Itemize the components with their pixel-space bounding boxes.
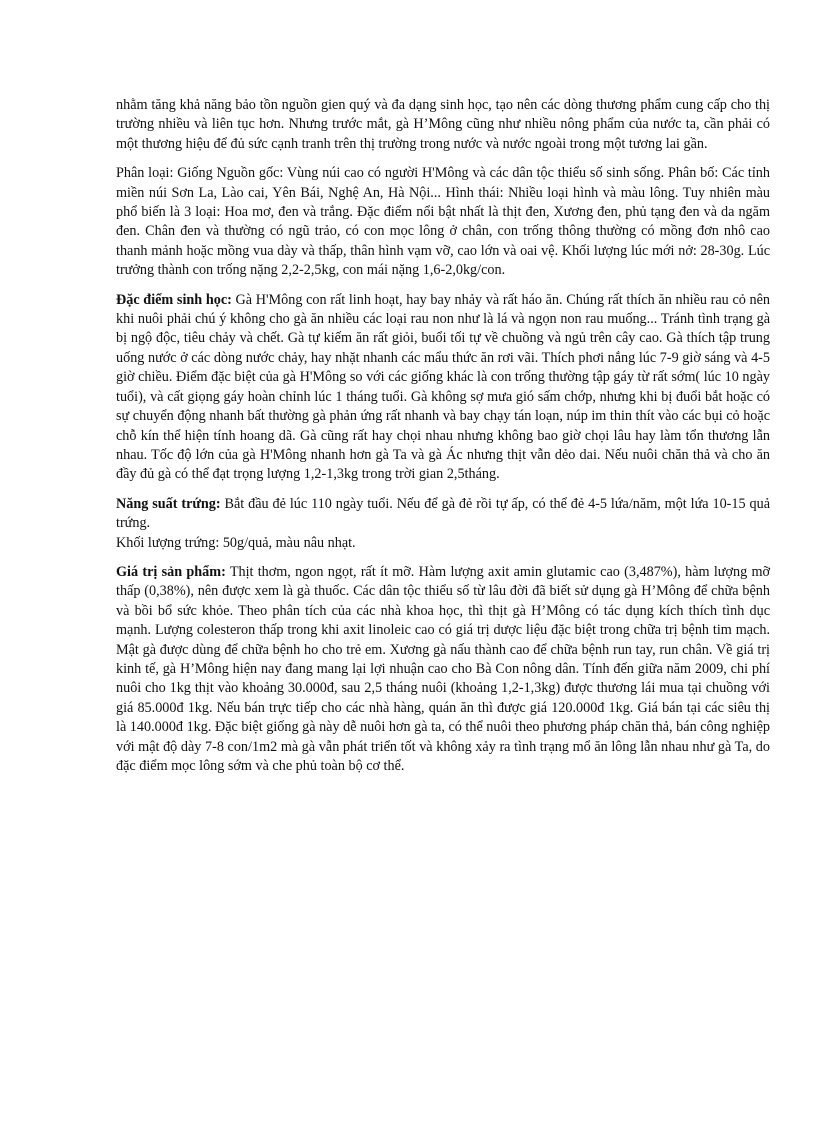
section-label-product-value: Giá trị sản phẩm: bbox=[116, 563, 226, 580]
paragraph-biology bbox=[116, 291, 770, 485]
paragraph-text: nhằm tăng khả năng bảo tồn nguồn gien quý và đa dạng sinh học, tạo nên các dòng thương phẩm cung cấp cho thị trường nhiều và liên tục hơn. Nhưng trước mắt, gà H’Mông cũng như nhiều nông phẩm của nước ta, cần phải có một thương hiệu để đủ sức cạnh tranh trên thị trường trong nước và nước ngoài trong một tương lai gần. bbox=[116, 97, 770, 152]
paragraph-egg-yield bbox=[116, 495, 770, 553]
section-label-biology: Đặc điểm sinh học: bbox=[116, 291, 232, 308]
paragraph-classification bbox=[116, 164, 770, 280]
paragraph-text: Gà H'Mông con rất linh hoạt, hay bay nhảy và rất háo ăn. Chúng rất thích ăn nhiều rau cỏ nên khi nuôi phải chú ý không cho gà ăn nhiều các loại rau non như là lá và ngọn non rau muống... Tránh tình trạng gà bị ngộ độc, tiêu chảy và chết. Gà tự kiếm ăn rất giỏi, buổi tối tự về chuồng và ngủ trên cây cao. Gà thích tập trung uống nước ở các dòng nước chảy, hay nhặt nhanh các mẩu thức ăn rơi vãi. Thích phơi nắng lúc 7-9 giờ sáng và 4-5 giờ chiều. Điểm đặc biệt của gà H'Mông so với các giống khác là con trống thường tập gáy từ rất sớm( lúc 10 ngày tuổi), và cất giọng gáy hoàn chỉnh lúc 1 tháng tuổi. Gà không sợ mưa gió sấm chớp, nhưng khi bị đuổi bắt hoặc có sự chuyển động nhanh bất thường gà phản ứng rất nhanh và bay chạy tán loạn, núp im thin thít vào các bụi cỏ hoặc chỗ kín thể hiện tính hoang dã. Gà cũng rất hay chọi nhau nhưng không bao giờ chọi lâu hay làm tổn thương lẫn nhau. Tốc độ lớn của gà H'Mông nhanh hơn gà Ta và gà Ác nhưng thịt vẫn dẻo dai. Nếu nuôi chăn thả và cho ăn đầy đủ gà có thể đạt trọng lượng 1,2-1,3kg trong trời gian 2,5tháng. bbox=[116, 291, 770, 483]
paragraph-conservation bbox=[116, 96, 770, 154]
paragraph-text: Phân loại: Giống Nguồn gốc: Vùng núi cao có người H'Mông và các dân tộc thiểu số sinh sống. Phân bố: Các tỉnh miền núi Sơn La, Lào cai, Yên Bái, Nghệ An, Hà Nội... Hình thái: Nhiều loại hình và màu lông. Tuy nhiên màu phổ biến là 3 loại: Hoa mơ, đen và trắng. Đặc điểm nổi bật nhất là thịt đen, Xương đen, phủ tạng đen và da ngăm đen. Chân đen và thường có ngũ trảo, có con mọc lông ở chân, con trống thông thường có mồng đơn nhô cao thanh mảnh hoặc mồng vua dày và thấp, thân hình vạm vỡ, cao lớn và oai vệ. Khối lượng lúc mới nở: 28-30g. Lúc trưởng thành con trống nặng 2,2-2,5kg, con mái nặng 1,6-2,0kg/con. bbox=[116, 165, 770, 279]
paragraph-text-egg-weight: Khối lượng trứng: 50g/quả, màu nâu nhạt. bbox=[116, 534, 356, 551]
document-page bbox=[116, 96, 770, 786]
paragraph-text: Bắt đầu đẻ lúc 110 ngày tuổi. Nếu để gà đẻ rồi tự ấp, có thể đẻ 4-5 lứa/năm, một lứa 10-15 quả trứng. bbox=[116, 495, 770, 532]
paragraph-product-value bbox=[116, 563, 770, 776]
section-label-egg-yield: Năng suất trứng: bbox=[116, 495, 221, 512]
paragraph-text: Thịt thơm, ngon ngọt, rất ít mỡ. Hàm lượng axit amin glutamic cao (3,487%), hàm lượng mỡ thấp (0,38%), nên được xem là gà thuốc. Các dân tộc thiểu số từ lâu đời đã biết sử dụng gà H’Mông để chữa bệnh và bồi bổ sức khỏe. Theo phân tích của các nhà khoa học, thì thịt gà H’Mông có tác dụng kích thích tình dục mạnh. Lượng colesteron thấp trong khi axit linoleic cao có giá trị dược liệu đặc biệt trong chữa trị bệnh tim mạch. Mật gà được dùng để chữa bệnh ho cho trẻ em. Xương gà nấu thành cao để chữa bệnh run tay, run chân. Về giá trị kinh tế, gà H’Mông hiện nay đang mang lại lợi nhuận cao cho Bà Con nông dân. Tính đến giữa năm 2009, chi phí nuôi cho 1kg thịt vào khoảng 30.000đ, sau 2,5 tháng nuôi (khoảng 1,2-1,3kg) được thương lái mua tại chuồng với giá 85.000đ 1kg. Nếu bán trực tiếp cho các nhà hàng, quán ăn thì được giá 120.000đ 1kg. Giá bán tại các siêu thị là 140.000đ 1kg. Đặc biệt giống gà này dễ nuôi hơn gà ta, có thể nuôi theo phương pháp chăn thả, bán công nghiệp với mật độ dày 7-8 con/1m2 mà gà vẫn phát triển tốt và không xảy ra tình trạng mổ ăn lông lẫn nhau như gà Ta, do đặc điểm mọc lông sớm và che phủ toàn bộ cơ thể. bbox=[116, 563, 770, 774]
